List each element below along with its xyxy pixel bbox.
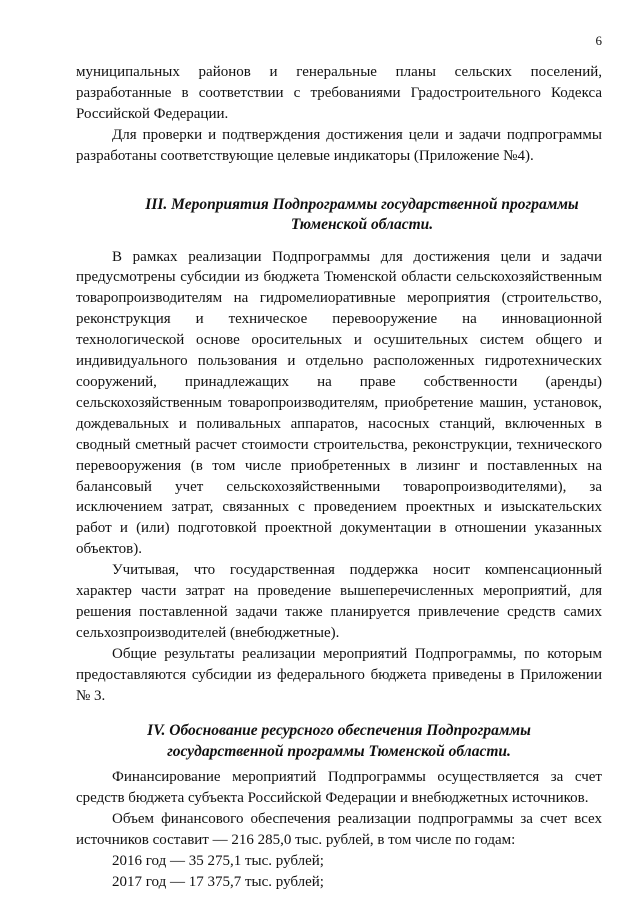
- section-4-heading-line-2: государственной программы Тюменской области.: [167, 742, 511, 760]
- section-4-paragraph-financing: Финансирование мероприятий Подпрограммы осуществляется за счет средств бюджета субъекта Российской Федерации и внебюджетных источников.: [76, 769, 602, 807]
- section-3-paragraph-compensation: Учитывая, что государственная поддержка носит компенсационный характер части затрат на проведение вышеперечисленных мероприятий, для решения поставленной задачи также планируется привлечение средств самих сельхозпроизводителей (внебюджетные).: [76, 562, 602, 641]
- section-4-year-2016: 2016 год — 35 275,1 тыс. рублей;: [112, 853, 324, 870]
- section-4-year-2017: 2017 год — 17 375,7 тыс. рублей;: [112, 874, 324, 890]
- intro-paragraph-indicators: Для проверки и подтверждения достижения цели и задачи подпрограммы разработаны соответствующие целевые индикаторы (Приложение №4).: [76, 126, 602, 164]
- section-3-heading: [76, 195, 602, 236]
- section-3-paragraph-subsidies: В рамках реализации Подпрограммы для достижения цели и задачи предусмотрены субсидии из бюджета Тюменской области сельскохозяйственным товаропроизводителям на гидромелиоративные мероприятия (строительство, реконструкция и техническое перевооружение на инновационной технологической основе оросительных и осушительных систем общего и индивидуального пользования и отдельно расположенных гидротехнических сооружений, принадлежащих на праве собственности (аренды) сельскохозяйственным товаропроизводителям, приобретение машин, установок, дождевальных и поливальных аппаратов, насосных станций, включенных в сводный сметный расчет стоимости строительства, реконструкции, технического перевооружения (в том числе приобретенных в лизинг и поставленных на балансовый учет сельскохозяйственными товаропроизводителями), за исключением затрат, связанных с проведением проектных и изыскательских работ и (или) подготовкой проектной документации в отношении указанных объектов).: [76, 248, 602, 558]
- page-number: 6: [595, 33, 602, 48]
- section-3-heading-line-2: Тюменской области.: [290, 216, 434, 234]
- section-4-heading-line-1: IV. Обоснование ресурсного обеспечения Подпрограммы: [147, 722, 531, 740]
- document-body: [76, 62, 602, 893]
- section-3-heading-line-1: III. Мероприятия Подпрограммы государственной программы: [145, 195, 579, 213]
- intro-paragraph-continued: муниципальных районов и генеральные планы сельских поселений, разработанные в соответствии с требованиями Градостроительного Кодекса Российской Федерации.: [76, 64, 602, 122]
- section-3-paragraph-results: Общие результаты реализации мероприятий Подпрограммы, по которым предоставляются субсидии из федерального бюджета приведены в Приложении № 3.: [76, 645, 602, 704]
- section-4-paragraph-volume: Объем финансового обеспечения реализации подпрограммы за счет всех источников составит — 216 285,0 тыс. рублей, в том числе по годам:: [76, 811, 602, 849]
- section-4-heading: [76, 721, 602, 762]
